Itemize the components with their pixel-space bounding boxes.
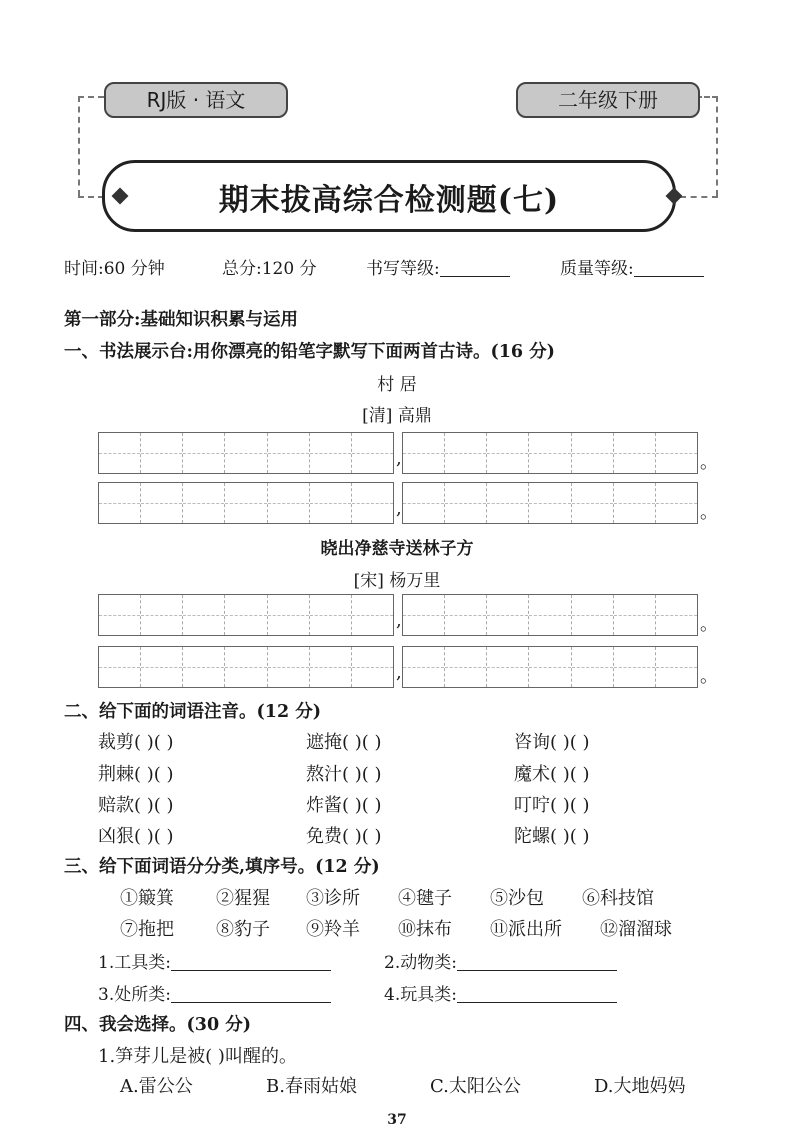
q4-heading: 四、我会选择。(30 分) — [64, 1015, 252, 1035]
category-blank[interactable] — [171, 952, 331, 971]
poem1-line2-comma: , — [396, 498, 402, 519]
poem1-title: 村 居 — [377, 375, 417, 395]
left-connector-top — [78, 96, 104, 98]
word: 熬汁 — [306, 764, 342, 785]
category-label: 1.工具类: — [98, 953, 171, 973]
pinyin-item[interactable] — [306, 791, 382, 817]
pinyin-blanks: ( )( ) — [550, 764, 590, 785]
category-blank[interactable] — [457, 952, 617, 971]
page-number: 37 — [387, 1112, 407, 1128]
word: 赔款 — [98, 795, 134, 816]
option-item: ⑫溜溜球 — [600, 919, 672, 940]
page-title: 期末拔高综合检测题(七) — [218, 183, 560, 218]
option-item: ⑤沙包 — [490, 888, 544, 909]
poem2-line2-comma: , — [396, 662, 402, 683]
option-item: ⑥科技馆 — [582, 888, 654, 909]
pinyin-blanks: ( )( ) — [342, 764, 382, 785]
word: 遮掩 — [306, 732, 342, 753]
poem1-line1-grid-b[interactable] — [402, 432, 698, 474]
pinyin-blanks: ( )( ) — [134, 764, 174, 785]
writing-grade-blank[interactable] — [440, 258, 510, 277]
poem1-line1-period: 。 — [700, 452, 718, 473]
category-tools — [98, 948, 331, 973]
q1-heading: 一、书法展示台:用你漂亮的铅笔字默写下面两首古诗。(16 分) — [64, 342, 555, 362]
option-item: ⑦拖把 — [120, 919, 174, 940]
pinyin-blanks: ( )( ) — [342, 732, 382, 753]
grade-tag: 二年级下册 — [516, 82, 700, 118]
pinyin-blanks: ( )( ) — [134, 795, 174, 816]
pinyin-item[interactable] — [98, 791, 174, 817]
category-label: 4.玩具类: — [384, 985, 457, 1005]
pinyin-item[interactable] — [306, 728, 382, 754]
option-item: ③诊所 — [306, 888, 360, 909]
poem1-author: [清] 高鼎 — [362, 406, 432, 426]
choice-d[interactable]: D.大地妈妈 — [594, 1076, 686, 1097]
pinyin-item[interactable] — [98, 760, 174, 786]
edition-tag: RJ版 · 语文 — [104, 82, 288, 118]
right-connector-bottom — [680, 196, 718, 198]
option-item: ⑩抹布 — [398, 919, 452, 940]
word: 荆棘 — [98, 764, 134, 785]
word: 魔术 — [514, 764, 550, 785]
choice-a[interactable]: A.雷公公 — [120, 1076, 193, 1097]
word: 凶狠 — [98, 826, 134, 847]
word: 裁剪 — [98, 732, 134, 753]
poem1-line2-grid-a[interactable] — [98, 482, 394, 524]
option-item: ④毽子 — [398, 888, 452, 909]
poem2-line2-grid-a[interactable] — [98, 646, 394, 688]
info-quality-grade — [560, 254, 704, 279]
word: 陀螺 — [514, 826, 550, 847]
word: 免费 — [306, 826, 342, 847]
category-toys — [384, 980, 617, 1005]
option-item: ①簸箕 — [120, 888, 174, 909]
choice-b[interactable]: B.春雨姑娘 — [266, 1076, 357, 1097]
poem2-author: [宋] 杨万里 — [353, 571, 441, 591]
right-connector-vertical — [716, 96, 718, 196]
writing-grade-label: 书写等级: — [366, 259, 440, 279]
category-label: 2.动物类: — [384, 953, 457, 973]
pinyin-item[interactable] — [514, 822, 590, 848]
q3-heading: 三、给下面词语分分类,填序号。(12 分) — [64, 857, 380, 877]
quality-grade-blank[interactable] — [634, 258, 704, 277]
pinyin-blanks: ( )( ) — [550, 795, 590, 816]
pinyin-item[interactable] — [514, 760, 590, 786]
poem2-title: 晓出净慈寺送林子方 — [320, 539, 474, 559]
poem2-line1-comma: , — [396, 610, 402, 631]
info-writing-grade — [366, 254, 510, 279]
category-label: 3.处所类: — [98, 985, 171, 1005]
pinyin-blanks: ( )( ) — [550, 732, 590, 753]
quality-grade-label: 质量等级: — [560, 259, 634, 279]
option-item: ⑨羚羊 — [306, 919, 360, 940]
word: 炸酱 — [306, 795, 342, 816]
pinyin-item[interactable] — [306, 822, 382, 848]
pinyin-blanks: ( )( ) — [134, 732, 174, 753]
pinyin-item[interactable] — [306, 760, 382, 786]
poem2-line1-period: 。 — [700, 614, 718, 635]
pinyin-blanks: ( )( ) — [342, 795, 382, 816]
poem2-line2-grid-b[interactable] — [402, 646, 698, 688]
info-total: 总分:120 分 — [222, 259, 317, 279]
poem1-line2-grid-b[interactable] — [402, 482, 698, 524]
poem2-line2-period: 。 — [700, 666, 718, 687]
pinyin-item[interactable] — [98, 728, 174, 754]
pinyin-item[interactable] — [514, 728, 590, 754]
poem1-line2-period: 。 — [700, 502, 718, 523]
option-item: ⑪派出所 — [490, 919, 562, 940]
q2-heading: 二、给下面的词语注音。(12 分) — [64, 702, 322, 722]
word: 咨询 — [514, 732, 550, 753]
category-animals — [384, 948, 617, 973]
category-blank[interactable] — [171, 984, 331, 1003]
pinyin-item[interactable] — [514, 791, 590, 817]
info-time: 时间:60 分钟 — [64, 259, 165, 279]
q4-item1: 1.笋芽儿是被( )叫醒的。 — [98, 1046, 297, 1067]
option-item: ②猩猩 — [216, 888, 270, 909]
word: 叮咛 — [514, 795, 550, 816]
poem1-line1-grid-a[interactable] — [98, 432, 394, 474]
left-connector-vertical — [78, 96, 80, 196]
poem2-line1-grid-b[interactable] — [402, 594, 698, 636]
category-blank[interactable] — [457, 984, 617, 1003]
poem1-line1-comma: , — [396, 448, 402, 469]
category-places — [98, 980, 331, 1005]
pinyin-blanks: ( )( ) — [134, 826, 174, 847]
pinyin-item[interactable] — [98, 822, 174, 848]
pinyin-blanks: ( )( ) — [550, 826, 590, 847]
title-banner — [102, 160, 676, 232]
part1-heading: 第一部分:基础知识积累与运用 — [64, 310, 298, 330]
pinyin-blanks: ( )( ) — [342, 826, 382, 847]
choice-c[interactable]: C.太阳公公 — [430, 1076, 521, 1097]
poem2-line1-grid-a[interactable] — [98, 594, 394, 636]
option-item: ⑧豹子 — [216, 919, 270, 940]
